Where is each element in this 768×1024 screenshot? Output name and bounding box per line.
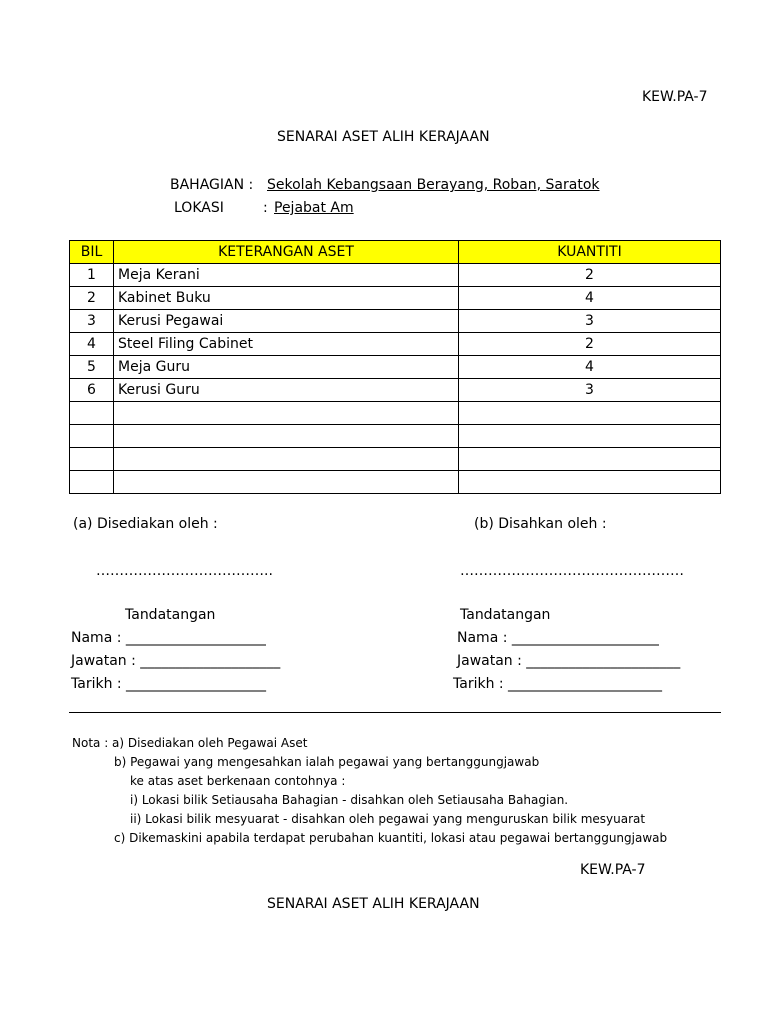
cell-bil: 2	[70, 287, 114, 310]
cell-qty: 2	[459, 264, 721, 287]
table-row	[70, 287, 721, 310]
approved-signature-line: …………………………………………	[460, 563, 684, 579]
table-row	[70, 379, 721, 402]
form-code-repeat: KEW.PA-7	[580, 862, 646, 878]
nota-line-c: c) Dikemaskini apabila terdapat perubahan kuantiti, lokasi atau pegawai bertanggungjawab	[114, 831, 668, 845]
approved-by-heading: (b) Disahkan oleh :	[474, 516, 607, 532]
divider-line	[69, 712, 721, 713]
cell-bil: 1	[70, 264, 114, 287]
cell-qty	[459, 448, 721, 471]
cell-bil	[70, 471, 114, 494]
cell-desc: Kerusi Guru	[114, 379, 459, 402]
table-row	[70, 333, 721, 356]
table-header-row	[70, 241, 721, 264]
bahagian-value: Sekolah Kebangsaan Berayang, Roban, Saratok	[267, 177, 600, 193]
table-row-empty	[70, 402, 721, 425]
form-code: KEW.PA-7	[642, 89, 708, 105]
nota-line-b-cont: ke atas aset berkenaan contohnya :	[130, 774, 346, 788]
prepared-signature-line: ………………………………..	[96, 563, 273, 579]
cell-qty: 2	[459, 333, 721, 356]
header-bil: BIL	[70, 241, 114, 264]
cell-desc	[114, 471, 459, 494]
cell-bil: 6	[70, 379, 114, 402]
header-keterangan: KETERANGAN ASET	[114, 241, 459, 264]
cell-qty	[459, 402, 721, 425]
lokasi-label: LOKASI	[174, 200, 224, 216]
table-row-empty	[70, 448, 721, 471]
nota-line-ii: ii) Lokasi bilik mesyuarat - disahkan oleh pegawai yang menguruskan bilik mesyuarat	[130, 812, 646, 826]
page-title-repeat: SENARAI ASET ALIH KERAJAAN	[267, 896, 480, 912]
cell-desc	[114, 448, 459, 471]
cell-bil	[70, 448, 114, 471]
lokasi-value: Pejabat Am	[274, 200, 354, 216]
cell-bil	[70, 425, 114, 448]
cell-qty	[459, 471, 721, 494]
header-kuantiti: KUANTITI	[459, 241, 721, 264]
lokasi-separator: :	[263, 200, 268, 216]
table-row	[70, 310, 721, 333]
asset-table	[69, 240, 721, 494]
prepared-by-heading: (a) Disediakan oleh :	[73, 516, 218, 532]
table-row	[70, 264, 721, 287]
cell-desc: Meja Guru	[114, 356, 459, 379]
nota-line-a: Nota : a) Disediakan oleh Pegawai Aset	[72, 736, 308, 750]
cell-bil: 4	[70, 333, 114, 356]
cell-desc	[114, 425, 459, 448]
bahagian-label: BAHAGIAN :	[170, 177, 254, 193]
prepared-tarikh-field: Tarikh : ____________________	[71, 676, 267, 692]
prepared-nama-field: Nama : ____________________	[71, 630, 266, 646]
cell-bil	[70, 402, 114, 425]
approved-nama-field: Nama : _____________________	[457, 630, 659, 646]
nota-line-i: i) Lokasi bilik Setiausaha Bahagian - disahkan oleh Setiausaha Bahagian.	[130, 793, 569, 807]
cell-qty: 4	[459, 356, 721, 379]
cell-qty	[459, 425, 721, 448]
cell-qty: 4	[459, 287, 721, 310]
approved-jawatan-field: Jawatan : ______________________	[457, 653, 681, 669]
cell-desc: Kerusi Pegawai	[114, 310, 459, 333]
table-row-empty	[70, 471, 721, 494]
cell-bil: 3	[70, 310, 114, 333]
cell-qty: 3	[459, 379, 721, 402]
cell-desc: Meja Kerani	[114, 264, 459, 287]
approved-tandatangan-label: Tandatangan	[460, 607, 551, 623]
nota-line-b: b) Pegawai yang mengesahkan ialah pegawai yang bertanggungjawab	[114, 755, 540, 769]
table-row	[70, 356, 721, 379]
cell-desc: Kabinet Buku	[114, 287, 459, 310]
table-row-empty	[70, 425, 721, 448]
cell-bil: 5	[70, 356, 114, 379]
prepared-jawatan-field: Jawatan : ____________________	[71, 653, 281, 669]
page-title: SENARAI ASET ALIH KERAJAAN	[277, 129, 490, 145]
approved-tarikh-field: Tarikh : ______________________	[453, 676, 663, 692]
cell-qty: 3	[459, 310, 721, 333]
prepared-tandatangan-label: Tandatangan	[125, 607, 216, 623]
cell-desc: Steel Filing Cabinet	[114, 333, 459, 356]
cell-desc	[114, 402, 459, 425]
